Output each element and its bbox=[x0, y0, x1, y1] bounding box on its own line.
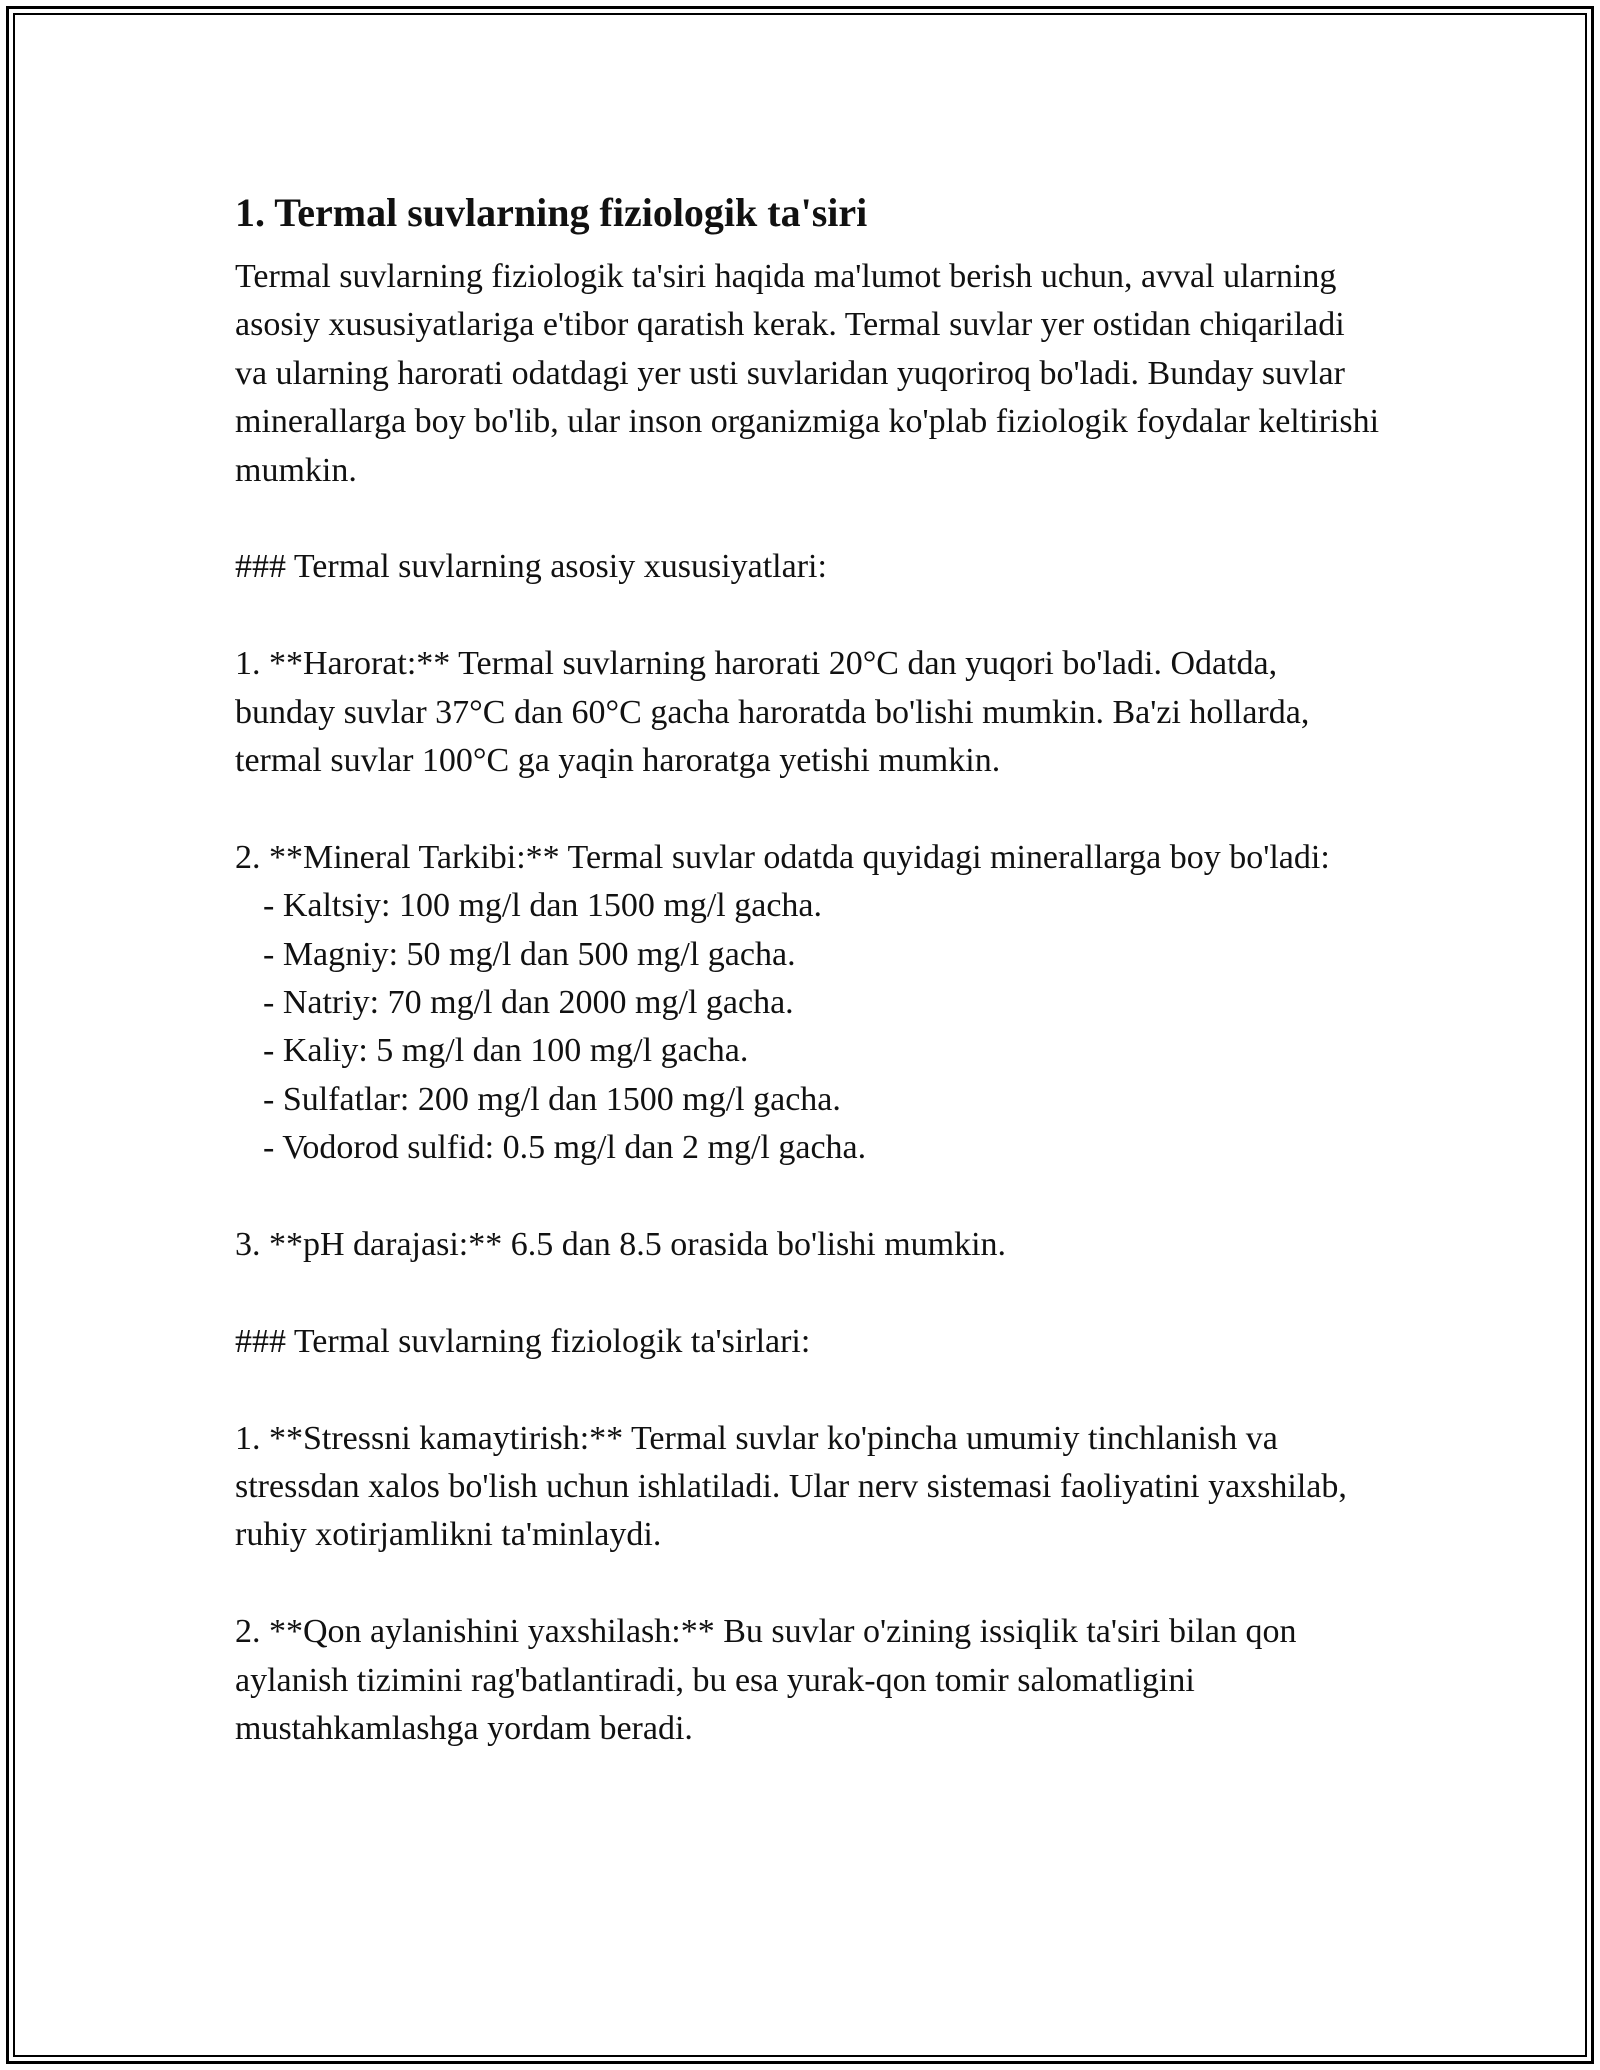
mineral-list-item: - Natriy: 70 mg/l dan 2000 mg/l gacha. bbox=[263, 984, 794, 1022]
document-body bbox=[235, 185, 1385, 1753]
intro-paragraph: Termal suvlarning fiziologik ta'siri haqida ma'lumot berish uchun, avval ularning asosiy xususiyatlariga e'tibor qaratish kerak. Termal suvlar yer ostidan chiqariladi va ularning harorati odatdagi yer usti suvlaridan yuqoriroq bo'ladi. Bunday suvlar minerallarga boy bo'lib, ular inson organizmiga ko'plab fiziologik foydalar keltirishi mumkin. bbox=[235, 258, 1380, 489]
mineral-list-item: - Vodorod sulfid: 0.5 mg/l dan 2 mg/l gacha. bbox=[263, 1129, 867, 1167]
spacer bbox=[235, 785, 1385, 833]
effect-item-stress: 1. **Stressni kamaytirish:** Termal suvlar ko'pincha umumiy tinchlanish va stressdan xalos bo'lish uchun ishlatiladi. Ular nerv sistemasi faoliyatini yaxshilab, ruhiy xotirjamlikni ta'minlaydi. bbox=[235, 1419, 1347, 1554]
mineral-list-item: - Kaliy: 5 mg/l dan 100 mg/l gacha. bbox=[263, 1032, 749, 1070]
spacer bbox=[235, 592, 1385, 640]
mineral-list-item: - Sulfatlar: 200 mg/l dan 1500 mg/l gacha. bbox=[263, 1080, 841, 1118]
spacer bbox=[235, 495, 1385, 543]
document-heading: 1. Termal suvlarning fiziologik ta'siri bbox=[235, 190, 868, 235]
effect-item-circulation: 2. **Qon aylanishini yaxshilash:** Bu suvlar o'zining issiqlik ta'siri bilan qon aylanish tizimini rag'batlantiradi, bu esa yurak-qon tomir salomatligini mustahkamlashga yordam beradi. bbox=[235, 1613, 1297, 1748]
spacer bbox=[235, 1173, 1385, 1221]
mineral-list bbox=[235, 882, 1385, 1172]
spacer bbox=[235, 1269, 1385, 1317]
property-item-minerals: 2. **Mineral Tarkibi:** Termal suvlar odatda quyidagi minerallarga boy bo'ladi: bbox=[235, 838, 1330, 876]
spacer bbox=[235, 1560, 1385, 1608]
section-heading-effects: ### Termal suvlarning fiziologik ta'sirlari: bbox=[235, 1322, 811, 1360]
mineral-list-item: - Kaltsiy: 100 mg/l dan 1500 mg/l gacha. bbox=[263, 887, 823, 925]
property-item-ph: 3. **pH darajasi:** 6.5 dan 8.5 orasida bo'lishi mumkin. bbox=[235, 1226, 1007, 1264]
section-heading-properties: ### Termal suvlarning asosiy xususiyatlari: bbox=[235, 548, 827, 586]
mineral-list-item: - Magniy: 50 mg/l dan 500 mg/l gacha. bbox=[263, 935, 796, 973]
property-item-temperature: 1. **Harorat:** Termal suvlarning harorati 20°C dan yuqori bo'ladi. Odatda, bunday suvlar 37°C dan 60°C gacha haroratda bo'lishi mumkin. Ba'zi hollarda, termal suvlar 100°C ga yaqin haroratga yetishi mumkin. bbox=[235, 645, 1310, 780]
spacer bbox=[235, 1366, 1385, 1414]
